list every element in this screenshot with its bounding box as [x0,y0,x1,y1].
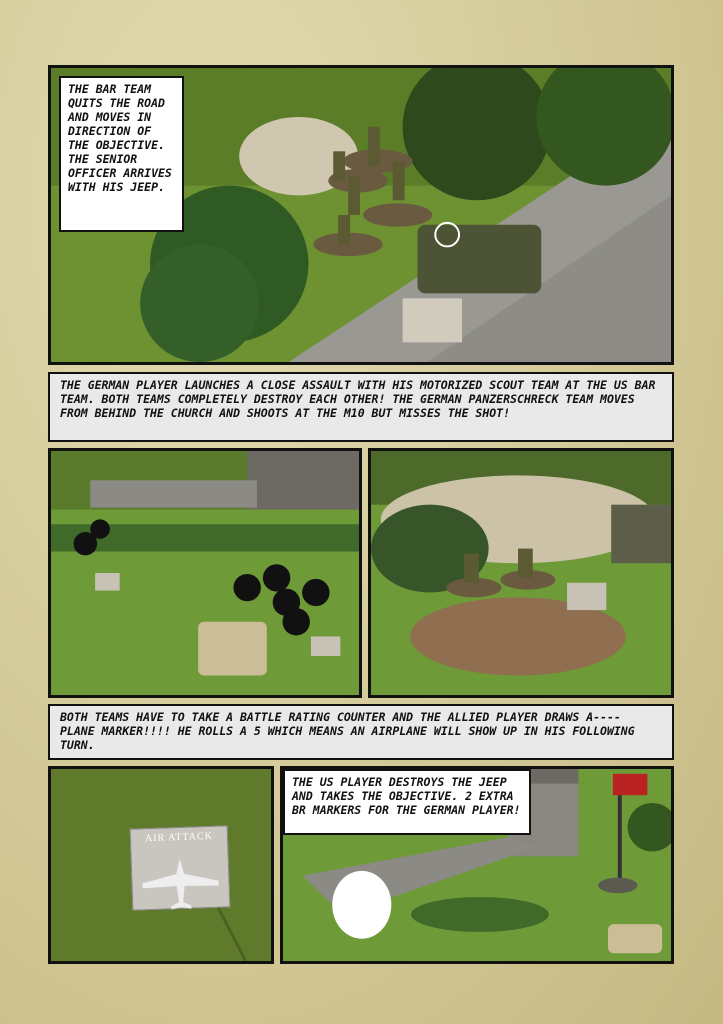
air-attack-card-title: AIR ATTACK [144,830,214,845]
scene-hedge-teams [371,451,671,695]
airplane-icon [131,842,230,925]
narration-battle-rating: BOTH TEAMS HAVE TO TAKE A BATTLE RATING COUNTER AND THE ALLIED PLAYER DRAWS A---- PLANE MARKER!!!! HE ROLLS A 5 WHICH MEANS AN AIRPLANE WILL SHOW UP IN HIS FOLLOWING TURN. [48,704,674,760]
narration-close-assault: THE GERMAN PLAYER LAUNCHES A CLOSE ASSAULT WITH HIS MOTORIZED SCOUT TEAM AT THE US BAR TEAM. BOTH TEAMS COMPLETELY DESTROY EACH OTHER! THE GERMAN PANZERSCHRECK TEAM MOVES FROM BEHIND THE CHURCH AND SHOOTS AT THE M10 BUT MISSES THE SHOT! [48,372,674,442]
air-attack-card [130,825,231,910]
panel-air-attack-card [48,766,274,964]
panel1-caption: THE BAR TEAM QUITS THE ROAD AND MOVES IN DIRECTION OF THE OBJECTIVE. THE SENIOR OFFICER ARRIVES WITH HIS JEEP. [59,76,184,232]
panel7-caption: THE US PLAYER DESTROYS THE JEEP AND TAKES THE OBJECTIVE. 2 EXTRA BR MARKERS FOR THE GERMAN PLAYER! [283,769,531,835]
panel-objective [280,766,674,964]
panel-church-wall [48,448,362,698]
panel-jeep-road [48,65,674,365]
scene-church-wall [51,451,359,695]
panel-hedge-teams [368,448,674,698]
